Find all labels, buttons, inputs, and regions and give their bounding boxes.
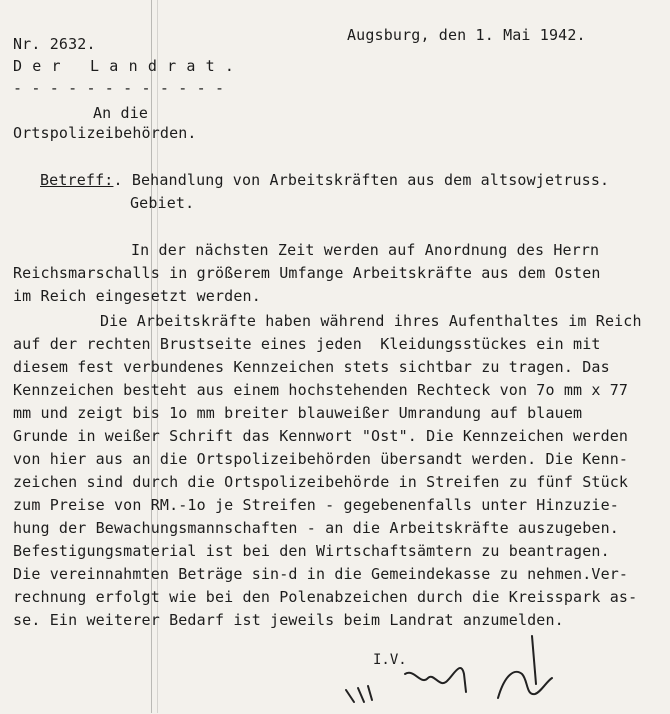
document-number: Nr. 2632. — [13, 35, 96, 53]
subject-line — [40, 170, 609, 190]
body-line: Kennzeichen besteht aus einem hochstehenden Rechteck von 7o mm x 77 — [13, 381, 629, 399]
body-line: Grunde in weißer Schrift das Kennwort "Ost". Die Kennzeichen werden — [13, 427, 629, 445]
body-line: Reichsmarschalls in größerem Umfange Arbeitskräfte aus dem Osten — [13, 264, 601, 282]
handwritten-signature — [330, 630, 560, 710]
body-line: auf der rechten Brustseite eines jeden Kleidungsstückes ein mit — [13, 335, 601, 353]
subject-continuation: Gebiet. — [130, 194, 195, 212]
signature-prefix: I.V. — [373, 652, 407, 668]
body-line: von hier aus an die Ortspolizeibehörden übersandt werden. Die Kenn- — [13, 450, 629, 468]
signature-scribble-icon — [330, 630, 560, 710]
body-line: se. Ein weiterer Bedarf ist jeweils beim Landrat anzumelden. — [13, 611, 564, 629]
place-and-date: Augsburg, den 1. Mai 1942. — [347, 26, 586, 44]
body-line: Befestigungsmaterial ist bei den Wirtschaftsämtern zu beantragen. — [13, 542, 610, 560]
recipient-line-2: Ortspolizeibehörden. — [13, 124, 197, 142]
body-line: zum Preise von RM.-1o je Streifen - gegebenenfalls unter Hinzuzie- — [13, 496, 619, 514]
body-line: Die Arbeitskräfte haben während ihres Aufenthaltes im Reich — [100, 312, 642, 330]
body-line: hung der Bewachungsmannschaften - an die Arbeitskräfte auszugeben. — [13, 519, 619, 537]
body-line: rechnung erfolgt wie bei den Polenabzeichen durch die Kreisspark as- — [13, 588, 638, 606]
body-line: Die vereinnahmten Beträge sin-d in die Gemeindekasse zu nehmen.Ver- — [13, 565, 629, 583]
header-separator: - - - - - - - - - - - - — [13, 79, 225, 97]
subject-text: . Behandlung von Arbeitskräften aus dem altsowjetruss. — [113, 171, 610, 189]
body-line: mm und zeigt bis 1o mm breiter blauweißer Umrandung auf blauem — [13, 404, 583, 422]
body-line: im Reich eingesetzt werden. — [13, 287, 261, 305]
subject-label: Betreff: — [40, 171, 114, 189]
body-line: diesem fest verbundenes Kennzeichen stets sichtbar zu tragen. Das — [13, 358, 610, 376]
recipient-line-1: An die — [93, 104, 149, 122]
sender-title: D e r L a n d r a t . — [13, 57, 235, 75]
body-line: zeichen sind durch die Ortspolizeibehörde in Streifen zu fünf Stück — [13, 473, 629, 491]
body-line: In der nächsten Zeit werden auf Anordnung des Herrn — [131, 241, 600, 259]
